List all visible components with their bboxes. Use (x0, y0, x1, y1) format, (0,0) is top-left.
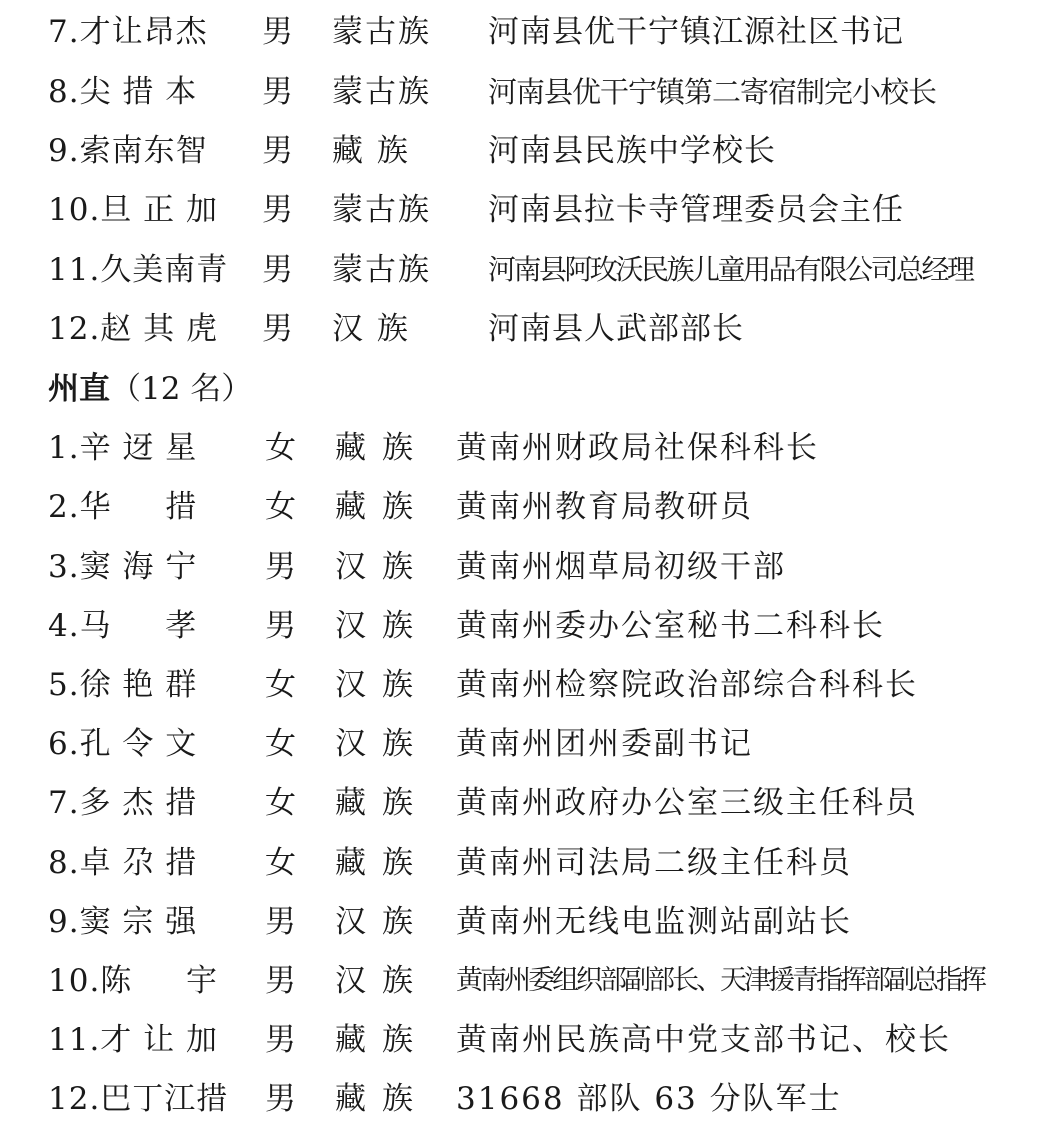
person-name: 10.旦 正 加 (48, 192, 219, 228)
list-item (0, 479, 1043, 535)
person-ethnicity: 藏族 (335, 785, 429, 821)
person-name: 8.尖 措 本 (48, 74, 198, 110)
person-name: 9.窦 宗 强 (48, 904, 198, 940)
person-position: 黄南州财政局社保科科长 (456, 430, 819, 466)
person-position: 黄南州无线电监测站副站长 (456, 904, 852, 940)
person-ethnicity: 汉族 (335, 667, 429, 703)
person-position: 黄南州民族高中党支部书记、校长 (456, 1022, 951, 1058)
person-name: 6.孔 令 文 (48, 726, 198, 762)
list-item (0, 4, 1043, 60)
person-gender: 男 (262, 192, 293, 228)
list-item (0, 894, 1043, 950)
person-position: 河南县拉卡寺管理委员会主任 (488, 192, 904, 228)
person-gender: 女 (265, 430, 296, 466)
person-gender: 男 (265, 904, 296, 940)
list-item (0, 539, 1043, 595)
person-ethnicity: 蒙古族 (332, 252, 431, 288)
list-item (0, 598, 1043, 654)
person-gender: 女 (265, 845, 296, 881)
person-name: 4.马 孝 (48, 608, 198, 644)
person-ethnicity: 藏族 (335, 845, 429, 881)
list-item (0, 301, 1043, 357)
person-gender: 女 (265, 667, 296, 703)
person-gender: 男 (262, 133, 293, 169)
section-heading-count: （12 名） (110, 371, 253, 407)
section-heading-label: 州直 (48, 371, 110, 407)
person-name: 7.才让昂杰 (48, 14, 208, 50)
section-heading (48, 361, 252, 417)
person-position: 黄南州司法局二级主任科员 (456, 845, 852, 881)
list-item (0, 953, 1043, 1009)
person-ethnicity: 蒙古族 (332, 74, 431, 110)
person-name: 2.华 措 (48, 489, 198, 525)
person-position: 黄南州委组织部副部长、天津援青指挥部副总指挥 (456, 965, 984, 996)
person-name: 7.多 杰 措 (48, 785, 198, 821)
list-item (0, 123, 1043, 179)
person-name: 11.久美南青 (48, 252, 229, 288)
person-position: 黄南州政府办公室三级主任科员 (456, 785, 918, 821)
person-ethnicity: 汉族 (335, 904, 429, 940)
person-ethnicity: 藏 族 (332, 133, 410, 169)
person-name: 12.赵 其 虎 (48, 311, 219, 347)
list-item (0, 657, 1043, 713)
person-ethnicity: 汉族 (335, 549, 429, 585)
person-gender: 男 (265, 1081, 296, 1117)
list-item (0, 835, 1043, 891)
person-position: 河南县优干宁镇江源社区书记 (488, 14, 904, 50)
list-item (0, 716, 1043, 772)
person-position: 河南县阿玫沃民族儿童用品有限公司总经理 (488, 253, 973, 286)
person-gender: 男 (265, 1022, 296, 1058)
person-name: 11.才 让 加 (48, 1022, 219, 1058)
person-position: 黄南州检察院政治部综合科科长 (456, 667, 918, 703)
person-name: 8.卓 尕 措 (48, 845, 198, 881)
person-gender: 女 (265, 726, 296, 762)
person-gender: 男 (262, 311, 293, 347)
list-item (0, 420, 1043, 476)
person-name: 9.索南东智 (48, 133, 208, 169)
list-item (0, 64, 1043, 120)
person-ethnicity: 蒙古族 (332, 14, 431, 50)
person-gender: 男 (265, 549, 296, 585)
person-ethnicity: 藏族 (335, 430, 429, 466)
person-gender: 男 (265, 608, 296, 644)
person-name: 10.陈 宇 (48, 963, 219, 999)
person-position: 河南县民族中学校长 (488, 133, 776, 169)
person-ethnicity: 蒙古族 (332, 192, 431, 228)
person-position: 黄南州委办公室秘书二科科长 (456, 608, 885, 644)
person-position: 黄南州教育局教研员 (456, 489, 753, 525)
person-gender: 男 (262, 74, 293, 110)
person-gender: 男 (265, 963, 296, 999)
person-name: 5.徐 艳 群 (48, 667, 198, 703)
person-position: 黄南州团州委副书记 (456, 726, 753, 762)
list-item (0, 242, 1043, 298)
person-position: 河南县优干宁镇第二寄宿制完小校长 (488, 75, 937, 109)
list-item (0, 182, 1043, 238)
list-item (0, 775, 1043, 831)
person-name: 3.窦 海 宁 (48, 549, 198, 585)
person-ethnicity: 藏族 (335, 489, 429, 525)
person-ethnicity: 汉族 (335, 726, 429, 762)
person-ethnicity: 汉族 (335, 608, 429, 644)
person-name: 12.巴丁江措 (48, 1081, 229, 1117)
person-gender: 男 (262, 14, 293, 50)
list-item (0, 1012, 1043, 1068)
person-ethnicity: 汉 族 (332, 311, 410, 347)
person-gender: 女 (265, 785, 296, 821)
person-gender: 女 (265, 489, 296, 525)
person-gender: 男 (262, 252, 293, 288)
person-name: 1.辛 迓 星 (48, 430, 198, 466)
list-item (0, 1071, 1043, 1127)
person-position: 河南县人武部部长 (488, 311, 744, 347)
person-ethnicity: 藏族 (335, 1022, 429, 1058)
person-position: 31668 部队 63 分队军士 (456, 1081, 842, 1117)
person-position: 黄南州烟草局初级干部 (456, 549, 786, 585)
person-ethnicity: 藏族 (335, 1081, 429, 1117)
person-ethnicity: 汉族 (335, 963, 429, 999)
